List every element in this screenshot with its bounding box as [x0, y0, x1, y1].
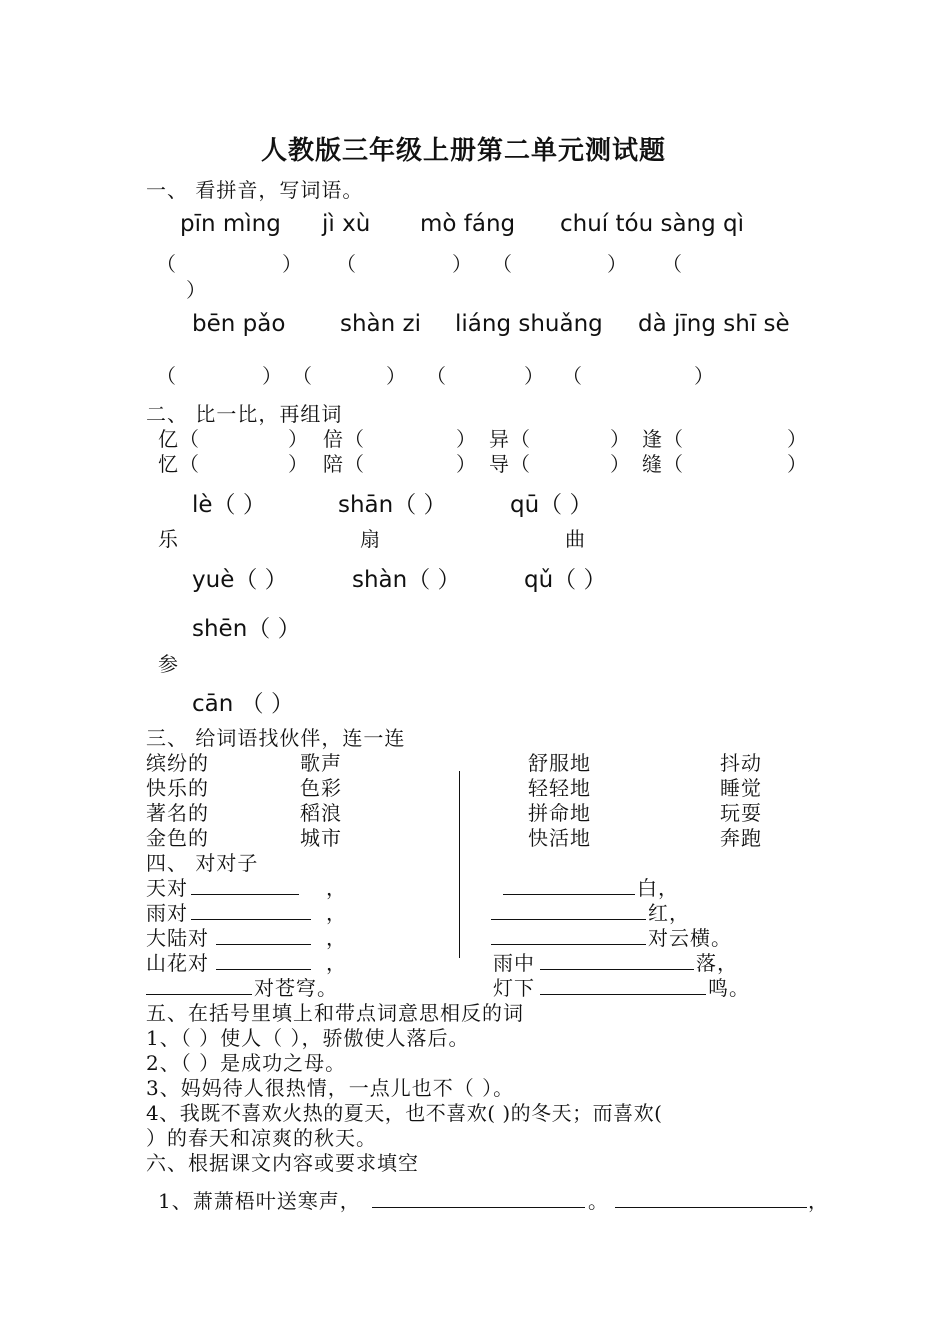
question-5-2: 2、（ ）是成功之母。 — [146, 1051, 347, 1075]
paren-close: ） — [288, 427, 309, 451]
pinyin-1: pīn mìng — [180, 211, 281, 237]
polyphone-pinyin: qǔ（ ） — [524, 567, 607, 593]
question-5-4-cont: ）的春天和凉爽的秋天。 — [146, 1126, 377, 1150]
paren-close: ） — [610, 452, 631, 476]
paren-close: ） — [787, 452, 808, 476]
match-word: 稻浪 — [300, 801, 342, 825]
match-word: 轻轻地 — [528, 776, 591, 800]
match-word: 金色的 — [146, 826, 209, 850]
answer-blank[interactable] — [491, 919, 646, 920]
couplet-prompt: 天对 — [146, 876, 188, 900]
paren-close: ） — [288, 452, 309, 476]
section-1-heading: 一、 看拼音，写词语。 — [146, 178, 364, 202]
compare-char: 缝（ — [642, 452, 684, 476]
answer-blank[interactable] — [191, 919, 311, 920]
comma: ， — [326, 926, 347, 950]
section-2-heading: 二、 比一比，再组词 — [146, 402, 343, 426]
paren-close: ） — [524, 364, 545, 388]
answer-blank[interactable] — [540, 994, 706, 995]
answer-blank[interactable] — [615, 1207, 807, 1208]
couplet-prompt: 白， — [637, 876, 679, 900]
polyphone-pinyin: shān（ ） — [338, 492, 447, 518]
pinyin-2: jì xù — [322, 211, 371, 237]
compare-char: 倍（ — [323, 427, 365, 451]
paren-open: （ — [156, 364, 177, 388]
paren-open: （ — [426, 364, 447, 388]
paren-close: ） — [607, 252, 628, 276]
paren-open: （ — [292, 364, 313, 388]
answer-blank[interactable] — [503, 894, 635, 895]
polyphone-pinyin: lè（ ） — [192, 492, 266, 518]
answer-blank[interactable] — [216, 944, 311, 945]
pinyin-5: bēn pǎo — [192, 311, 286, 337]
match-word: 城市 — [300, 826, 342, 850]
match-word: 舒服地 — [528, 751, 591, 775]
match-word: 歌声 — [300, 751, 342, 775]
polyphone-char: 乐 — [158, 527, 179, 551]
answer-blank[interactable] — [540, 969, 694, 970]
question-6-1: 1、萧萧梧叶送寒声， — [158, 1189, 361, 1213]
polyphone-char: 曲 — [565, 527, 586, 551]
compare-char: 忆（ — [158, 452, 200, 476]
paren-close: ） — [186, 278, 207, 302]
paren-open: （ — [562, 364, 583, 388]
question-5-4: 4、我既不喜欢火热的夏天，也不喜欢( )的冬天；而喜欢( — [146, 1101, 663, 1125]
couplet-prompt: 灯下 — [493, 976, 535, 1000]
compare-char: 导（ — [489, 452, 531, 476]
section-5-heading: 五、在括号里填上和带点词意思相反的词 — [146, 1001, 524, 1025]
match-word: 抖动 — [720, 751, 762, 775]
match-word: 缤纷的 — [146, 751, 209, 775]
couplet-prompt: 红， — [648, 901, 690, 925]
polyphone-char: 参 — [158, 652, 179, 676]
couplet-prompt: 对苍穹。 — [254, 976, 338, 1000]
couplet-prompt: 雨中 — [493, 951, 535, 975]
section-3-heading: 三、 给词语找伙伴，连一连 — [146, 726, 406, 750]
question-5-1: 1、（ ）使人（ ），骄傲使人落后。 — [146, 1026, 470, 1050]
period: 。 — [588, 1189, 609, 1213]
page-title: 人教版三年级上册第二单元测试题 — [261, 136, 667, 166]
couplet-prompt: 大陆对 — [146, 926, 209, 950]
polyphone-pinyin: shēn（ ） — [192, 616, 301, 642]
couplet-prompt: 雨对 — [146, 901, 188, 925]
pinyin-6: shàn zi — [340, 311, 422, 337]
comma: ， — [326, 901, 347, 925]
match-word: 拼命地 — [528, 801, 591, 825]
paren-open: （ — [156, 252, 177, 276]
answer-blank[interactable] — [146, 994, 252, 995]
polyphone-pinyin: yuè（ ） — [192, 567, 288, 593]
match-word: 睡觉 — [720, 776, 762, 800]
comma: ， — [808, 1189, 829, 1213]
paren-close: ） — [694, 364, 715, 388]
couplet-prompt: 对云横。 — [648, 926, 732, 950]
polyphone-pinyin: shàn（ ） — [352, 567, 461, 593]
compare-char: 陪（ — [323, 452, 365, 476]
answer-blank[interactable] — [372, 1207, 585, 1208]
comma: ， — [326, 951, 347, 975]
answer-blank[interactable] — [191, 894, 299, 895]
polyphone-pinyin: cān （ ） — [192, 691, 294, 717]
paren-close: ） — [262, 364, 283, 388]
match-word: 快乐的 — [146, 776, 209, 800]
polyphone-pinyin: qū（ ） — [510, 492, 593, 518]
couplet-prompt: 山花对 — [146, 951, 209, 975]
paren-open: （ — [492, 252, 513, 276]
section-6-heading: 六、根据课文内容或要求填空 — [146, 1151, 419, 1175]
answer-blank[interactable] — [491, 944, 646, 945]
paren-close: ） — [386, 364, 407, 388]
question-5-3: 3、妈妈待人很热情，一点儿也不（ ）。 — [146, 1076, 515, 1100]
match-word: 玩耍 — [720, 801, 762, 825]
paren-close: ） — [787, 427, 808, 451]
compare-char: 逢（ — [642, 427, 684, 451]
paren-close: ） — [452, 252, 473, 276]
couplet-prompt: 鸣。 — [708, 976, 750, 1000]
comma: ， — [326, 876, 347, 900]
match-word: 快活地 — [528, 826, 591, 850]
couplet-prompt: 落， — [696, 951, 738, 975]
pinyin-4: chuí tóu sàng qì — [560, 211, 745, 237]
match-word: 奔跑 — [720, 826, 762, 850]
paren-open: （ — [662, 252, 683, 276]
paren-close: ） — [456, 452, 477, 476]
column-divider — [459, 771, 460, 958]
paren-close: ） — [456, 427, 477, 451]
answer-blank[interactable] — [216, 969, 311, 970]
match-word: 著名的 — [146, 801, 209, 825]
paren-open: （ — [336, 252, 357, 276]
pinyin-7: liáng shuǎng — [455, 311, 603, 337]
paren-close: ） — [282, 252, 303, 276]
compare-char: 异（ — [489, 427, 531, 451]
match-word: 色彩 — [300, 776, 342, 800]
paren-close: ） — [610, 427, 631, 451]
pinyin-8: dà jīng shī sè — [638, 311, 790, 337]
pinyin-3: mò fáng — [420, 211, 516, 237]
section-4-heading: 四、 对对子 — [146, 851, 259, 875]
compare-char: 亿（ — [158, 427, 200, 451]
polyphone-char: 扇 — [360, 527, 381, 551]
